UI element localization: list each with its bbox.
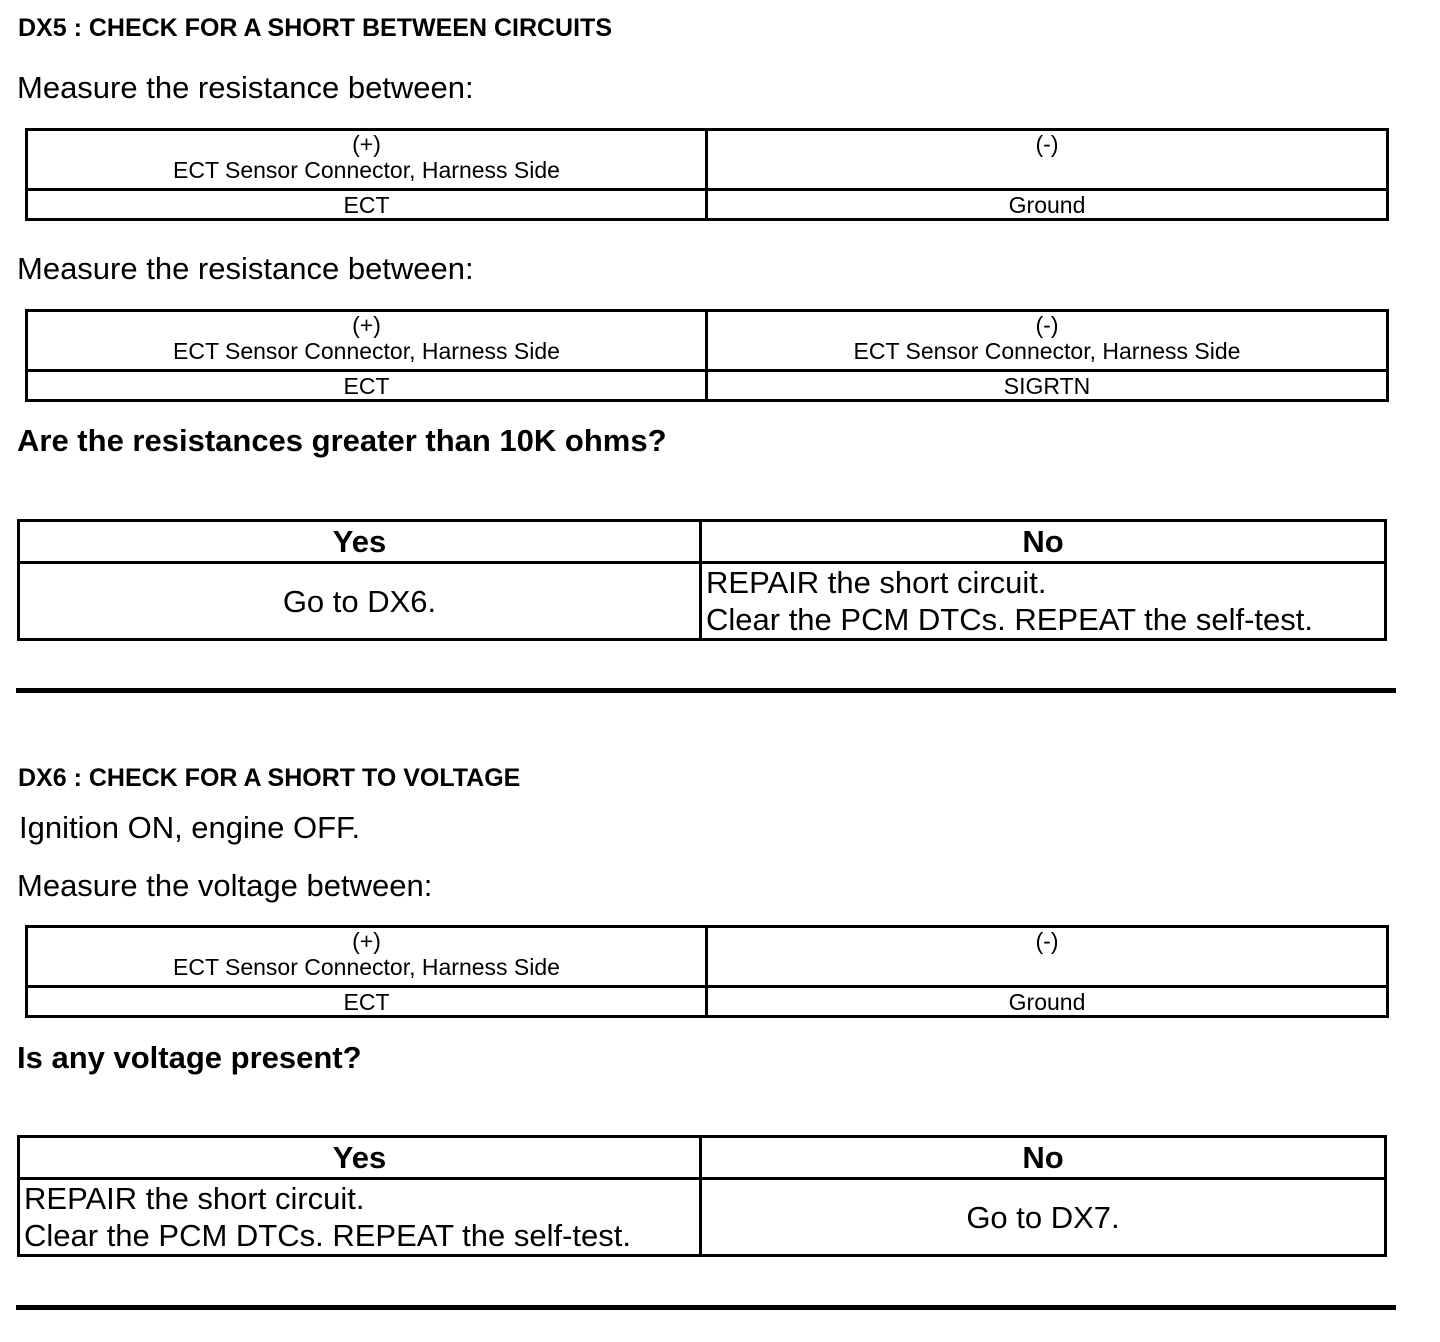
positive-location: ECT Sensor Connector, Harness Side <box>173 157 560 183</box>
dx6-heading: DX6 : CHECK FOR A SHORT TO VOLTAGE <box>18 764 521 792</box>
yes-action <box>19 1179 701 1256</box>
positive-symbol: (+) <box>352 928 381 954</box>
no-action <box>701 563 1386 640</box>
dx6-instruction-1: Ignition ON, engine OFF. <box>19 810 361 845</box>
dx5-measurement-table-1 <box>25 128 1389 221</box>
negative-pin: Ground <box>707 987 1388 1017</box>
dx5-instruction-2: Measure the resistance between: <box>17 251 474 286</box>
no-header: No <box>701 521 1386 563</box>
positive-probe-header <box>27 311 707 371</box>
positive-pin: ECT <box>27 371 707 401</box>
positive-symbol: (+) <box>352 312 381 338</box>
dx5-measurement-table-2 <box>25 309 1389 402</box>
negative-location: ECT Sensor Connector, Harness Side <box>853 338 1241 364</box>
dx5-instruction-1: Measure the resistance between: <box>17 70 474 105</box>
yes-action: Go to DX6. <box>19 563 701 640</box>
negative-pin: Ground <box>707 190 1388 220</box>
negative-symbol: (-) <box>1035 928 1059 954</box>
dx5-heading: DX5 : CHECK FOR A SHORT BETWEEN CIRCUITS <box>18 14 612 42</box>
dx6-instruction-2: Measure the voltage between: <box>17 868 433 903</box>
yes-action-line-2: Clear the PCM DTCs. REPEAT the self-test. <box>24 1218 631 1253</box>
section-divider <box>16 1305 1396 1310</box>
no-action-line-2: Clear the PCM DTCs. REPEAT the self-test. <box>706 602 1313 637</box>
negative-probe-header <box>707 130 1388 190</box>
dx6-question: Is any voltage present? <box>17 1040 362 1075</box>
negative-probe-header <box>707 927 1388 987</box>
yes-action-line-1: REPAIR the short circuit. <box>24 1181 365 1216</box>
yes-header: Yes <box>19 521 701 563</box>
section-divider <box>16 688 1396 693</box>
negative-symbol: (-) <box>1035 312 1059 338</box>
negative-symbol: (-) <box>1035 131 1059 157</box>
negative-pin: SIGRTN <box>707 371 1388 401</box>
positive-location: ECT Sensor Connector, Harness Side <box>173 338 560 364</box>
positive-symbol: (+) <box>352 131 381 157</box>
positive-probe-header <box>27 927 707 987</box>
no-header: No <box>701 1137 1386 1179</box>
dx5-question: Are the resistances greater than 10K ohms? <box>17 423 667 458</box>
positive-pin: ECT <box>27 190 707 220</box>
dx5-answer-table <box>17 519 1387 641</box>
positive-pin: ECT <box>27 987 707 1017</box>
no-action-line-1: REPAIR the short circuit. <box>706 565 1047 600</box>
dx6-measurement-table <box>25 925 1389 1018</box>
dx6-answer-table <box>17 1135 1387 1257</box>
no-action: Go to DX7. <box>701 1179 1386 1256</box>
positive-location: ECT Sensor Connector, Harness Side <box>173 954 560 980</box>
negative-probe-header <box>707 311 1388 371</box>
positive-probe-header <box>27 130 707 190</box>
yes-header: Yes <box>19 1137 701 1179</box>
